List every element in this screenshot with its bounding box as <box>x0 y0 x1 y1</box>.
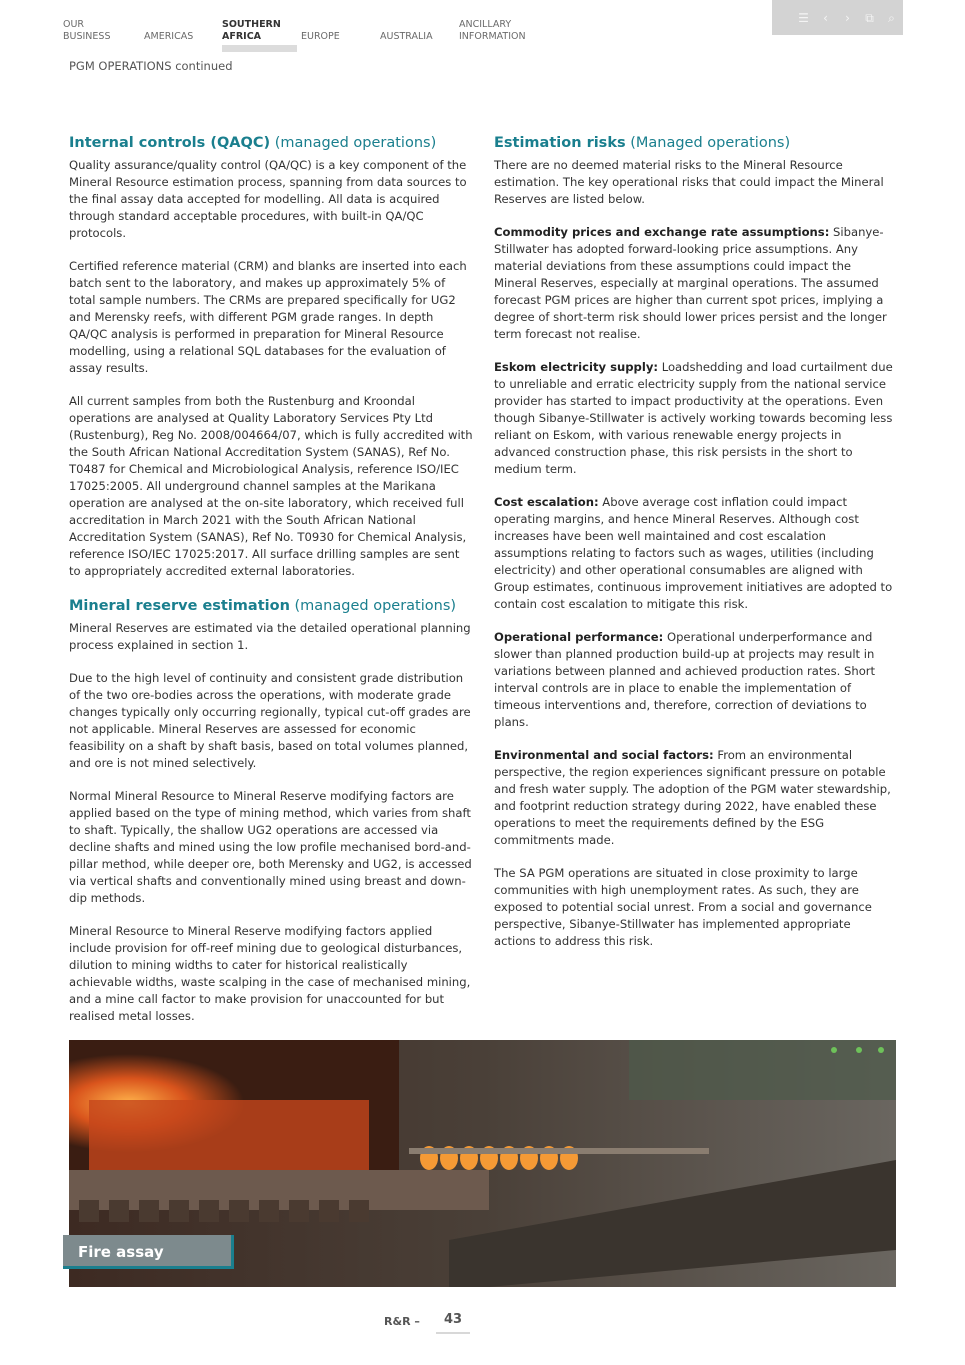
page-number: 43 <box>436 1312 470 1334</box>
section-label-rest: continued <box>171 59 233 73</box>
risk-text: Loadshedding and load curtailment due to unreliable and erratic electricity supply from the national service provider has started to impact productivity at the operations. Even though Sibanye-Stillwater is actively working towards becoming less reliant on Eskom, with various renewable energy projects in advanced construction phase, this risk persists in the short to medium term. <box>494 360 893 476</box>
report-code: R&R – <box>384 1315 420 1328</box>
search-icon[interactable]: ⌕ <box>888 10 895 25</box>
back-page-icon[interactable]: ⧉ <box>865 10 874 25</box>
nav-tab-europe[interactable]: EUROPE <box>301 31 340 42</box>
active-tab-indicator <box>222 45 297 52</box>
menu-icon[interactable]: ☰ <box>798 10 809 25</box>
risk-lead: Eskom electricity supply: <box>494 360 659 374</box>
section-label-main: PGM OPERATIONS <box>69 59 172 73</box>
risks-heading <box>494 133 894 153</box>
risks-closing: The SA PGM operations are situated in close proximity to large communities with high unemployment rates. As such, they are exposed to potential social unrest. From a social and governance perspective, Sibanye-Stillwater has implemented appropriate actions to address this risk. <box>494 866 872 948</box>
qaqc-subtitle: (managed operations) <box>270 135 437 151</box>
risk-item-cost <box>494 494 894 613</box>
qaqc-paragraph: Certified reference material (CRM) and blanks are inserted into each batch sent to the laboratory, and makes up approximately 5% of total sample numbers. The CRMs are prepared specifically for UG2 and Merensky reefs, with different PGM grade ranges. In depth QA/QC analysis is performed in preparation for Mineral Resource modelling, using a relational SQL databases for the evaluation of assay results. <box>69 259 467 375</box>
qaqc-heading <box>69 133 473 153</box>
reserve-paragraph: Normal Mineral Resource to Mineral Reserve modifying factors are applied based on the type of mining method, which varies from shaft to shaft. Typically, the shallow UG2 operations are accessed via decline shafts and mined using the low profile mechanised bord-and-pillar method, while deeper ore, both Merensky and UG2, is accessed via vertical shafts and conventionally mined using breast and down-dip methods. <box>69 789 472 905</box>
risk-text: From an environmental perspective, the region experiences significant pressure on potable and fresh water supply. The adoption of the PGM water stewardship, and footprint reduction strategy during 2022, have enabled these operations to meet the requirements defined by the ESG commitments made. <box>494 748 891 847</box>
nav-tab-americas[interactable]: AMERICAS <box>144 31 194 42</box>
qaqc-title: Internal controls (QAQC) <box>69 135 271 151</box>
risk-lead: Commodity prices and exchange rate assumptions: <box>494 225 830 239</box>
reserve-title: Mineral reserve estimation <box>69 598 290 614</box>
risk-text: Above average cost inflation could impact operating margins, and hence Mineral Reserves. Although cost increases have been well maintained and cost escalation assumptions relating to factors such as wages, utilities (including electricity) and other operational consumables are aligned with Group estimates, continuous improvement initiatives are adopted to contain cost escalation to mitigate this risk. <box>494 495 893 611</box>
nav-tab-our-business[interactable]: OUR BUSINESS <box>63 19 111 42</box>
risk-text: Operational underperformance and slower than planned production build-up at projects may result in variations between planned and achieved production rates. Short interval controls are in place to enable the implementation of timeous interventions and, therefore, correction of deviations to plans. <box>494 630 876 729</box>
right-column <box>494 133 894 966</box>
qaqc-paragraph: Quality assurance/quality control (QA/QC) is a key component of the Mineral Resource estimation process, spanning from data sources to the final assay data accepted for modelling. All data is acquired through standard acceptable procedures, with built-in QA/QC protocols. <box>69 158 467 240</box>
risks-title: Estimation risks <box>494 135 626 151</box>
qaqc-paragraph: All current samples from both the Rustenburg and Kroondal operations are analysed at Quality Laboratory Services Pty Ltd (Rustenburg), Reg No. 2008/004664/07, which is fully accredited with the South African National Accreditation System (SANAS), Ref No. T0487 for Chemical and Microbiological Analysis, reference ISO/IEC 17025:2005. All underground channel samples at the Marikana operation are analysed at the on-site laboratory, which received full accreditation in March 2021 with the South African National Accreditation System (SANAS), Ref No. T0930 for Chemical Analysis, reference ISO/IEC 17025:2017. All surface drilling samples are sent to appropriately accredited external laboratories. <box>69 394 473 578</box>
risk-lead: Cost escalation: <box>494 495 599 509</box>
toolbar <box>772 0 903 35</box>
page-footer <box>0 1312 965 1336</box>
reserve-paragraph: Mineral Resource to Mineral Reserve modifying factors applied include provision for off-reef mining due to geological disturbances, dilution to mining widths to cater for historical realistically achievable widths, waste scalping in the case of mechanised mining, and a mine call factor to make provision for unaccounted for but realised metal losses. <box>69 924 471 1023</box>
left-column <box>69 133 473 1041</box>
nav-tab-ancillary-information[interactable]: ANCILLARY INFORMATION <box>459 19 526 42</box>
risk-item-operational <box>494 629 894 731</box>
reserve-paragraph: Due to the high level of continuity and consistent grade distribution of the two ore-bodies across the operations, with moderate grade changes typically only occurring regionally, typical cut-off grades are not applicable. Mineral Reserves are assessed for economic feasibility on a shaft by shaft basis, based on total volumes planned, and ore is not mined selectively. <box>69 671 471 770</box>
reserve-paragraph: Mineral Reserves are estimated via the detailed operational planning process explained in section 1. <box>69 621 471 652</box>
risk-item-eskom <box>494 359 894 478</box>
photo-caption: Fire assay <box>63 1235 234 1269</box>
chevron-left-icon[interactable]: ‹ <box>823 10 828 25</box>
risk-item-environmental <box>494 747 894 849</box>
risks-intro: There are no deemed material risks to the Mineral Resource estimation. The key operational risks that could impact the Mineral Reserves are listed below. <box>494 158 884 206</box>
nav-tab-australia[interactable]: AUSTRALIA <box>380 31 433 42</box>
risk-text: Sibanye-Stillwater has adopted forward-looking price assumptions. Any material deviations from these assumptions could impact the Mineral Reserves, especially at marginal operations. The assumed forecast PGM prices are higher than current spot prices, implying a degree of short-term risk should lower prices persist and the longer term forecast not realise. <box>494 225 887 341</box>
risks-subtitle: (Managed operations) <box>625 135 791 151</box>
chevron-right-icon[interactable]: › <box>845 10 850 25</box>
nav-tab-southern-africa[interactable]: SOUTHERN AFRICA <box>222 19 281 42</box>
reserve-subtitle: (managed operations) <box>289 598 457 614</box>
section-label <box>69 59 233 73</box>
risk-lead: Operational performance: <box>494 630 664 644</box>
reserve-heading <box>69 596 473 616</box>
risk-item-commodity <box>494 224 894 343</box>
risk-lead: Environmental and social factors: <box>494 748 714 762</box>
